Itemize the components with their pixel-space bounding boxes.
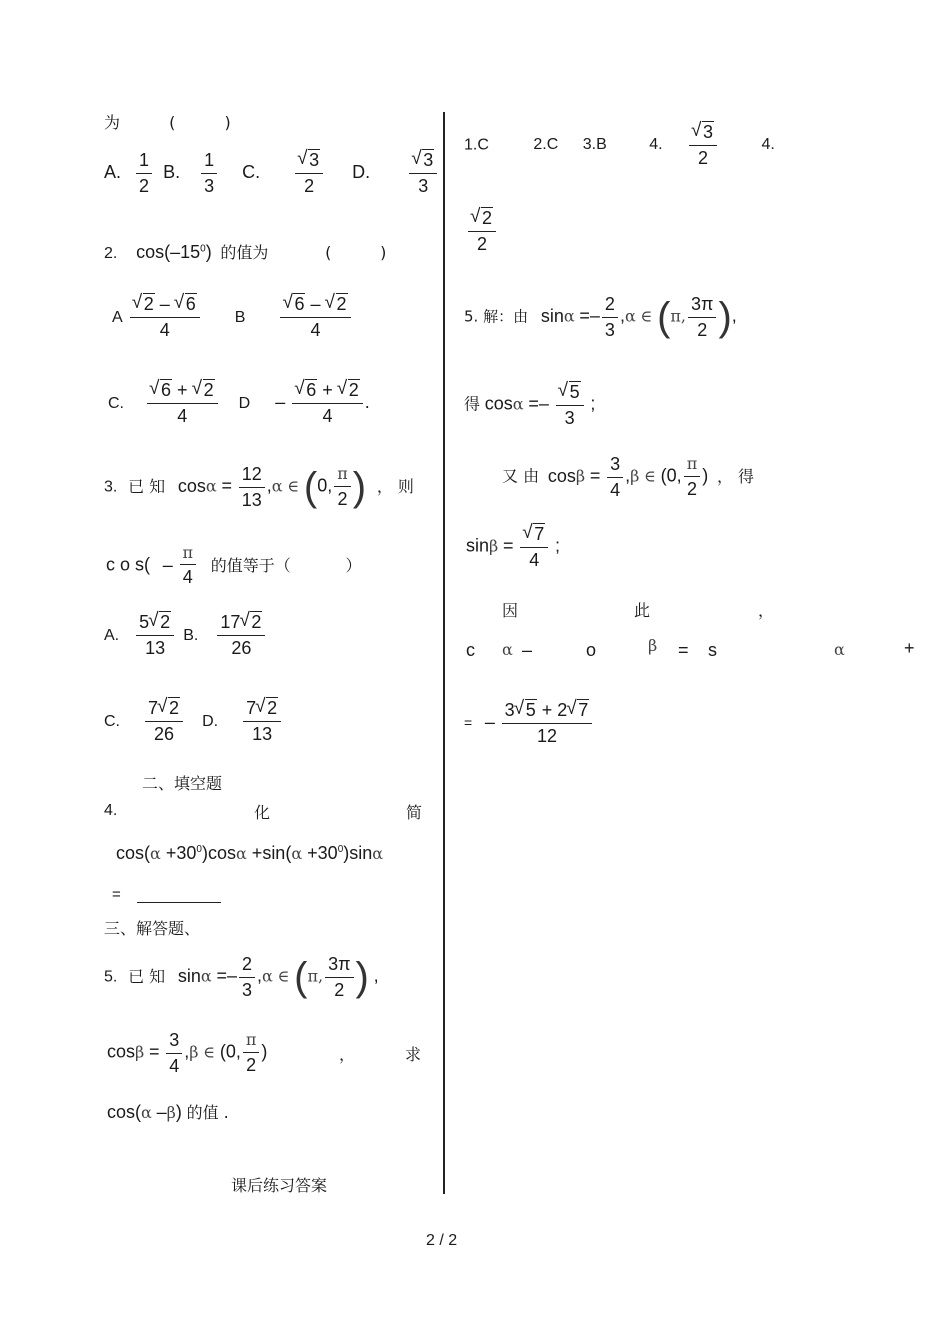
q3-d-label: D. [202, 712, 219, 730]
q5-comma: , [257, 965, 263, 986]
q2-c-label: C. [108, 394, 124, 412]
q2-b-op: – [310, 294, 321, 314]
alpha-symbol: α [624, 306, 636, 326]
section-fill-in-title: 二、填空题 [142, 774, 223, 793]
q3-comma: , [266, 475, 272, 496]
q3-option-a [136, 612, 174, 658]
sol5-sinb-frac [520, 524, 548, 570]
q5-number: 5. [104, 968, 118, 986]
beta-symbol: β [489, 536, 499, 556]
q3-a-den: 13 [145, 637, 166, 658]
q5-two: 2 [334, 979, 345, 1000]
q2-d-den: 4 [322, 405, 333, 426]
sol5-de: 得 [464, 394, 481, 414]
answer-4-frac [689, 122, 717, 168]
sol5-two: 2 [697, 319, 708, 340]
q5-pi2: π [243, 1031, 260, 1052]
q3-line2-close: ） [345, 555, 362, 575]
q2-d-tail: . [364, 391, 370, 412]
q5-line3 [107, 1100, 229, 1123]
sol5-yin: 因 [502, 601, 519, 620]
sol5-comma2: , [625, 465, 631, 486]
sol5-eq5: = [678, 640, 689, 660]
sol5-eq2: = [528, 393, 539, 414]
q1-option-a-label: A. [104, 161, 122, 182]
element-of-symbol: ∈ [287, 476, 300, 496]
q3-two: 2 [337, 488, 348, 509]
q2-c-den: 4 [177, 405, 188, 426]
q2-text: 的值为 [220, 243, 269, 262]
q3-eq: = [221, 475, 232, 496]
q3-c-rad: 2 [169, 698, 180, 718]
answer-2: 2.C [533, 136, 559, 154]
element-of-symbol: ∈ [203, 1042, 216, 1062]
column-divider [443, 112, 445, 1194]
q5-last-minus: – [156, 1102, 167, 1122]
sol5-tail: , [731, 305, 737, 326]
q4-expression [116, 843, 383, 864]
q3-c-num: 7 [148, 698, 159, 718]
answer-1: 1.C [464, 136, 489, 154]
sol5-f-r2: 7 [578, 700, 589, 720]
q1-option-b [201, 150, 217, 196]
beta-symbol: β [630, 466, 640, 486]
q5-frac [239, 954, 255, 1000]
sol5-semi: ; [590, 393, 596, 414]
sol5-final-frac [502, 700, 593, 746]
q1-b-num: 1 [201, 150, 217, 174]
q5-num: 2 [239, 954, 255, 978]
alpha-symbol: α [262, 966, 273, 986]
q2-b-rad2: 2 [336, 294, 347, 314]
q2-option-b [280, 294, 350, 340]
q3-d-den: 13 [252, 723, 273, 744]
sol5-line1: 5. 解：由 sinα =– $\frac{2}{3}$ ,α ∈ (π, $\frac{3\pi}{2}$ ), [464, 294, 737, 340]
q5-last-close: ) [175, 1102, 182, 1122]
q1-b-den: 3 [204, 175, 215, 196]
q5-last-text: 的值 . [186, 1103, 229, 1122]
q3-options-ab [104, 612, 267, 658]
q2-c-rad1: 6 [161, 380, 172, 400]
q3-b-den: 26 [231, 637, 252, 658]
q3-num: 12 [239, 464, 265, 488]
q3-c-label: C. [104, 712, 120, 730]
q3-stem: 3. 已 知 cosα = $\frac{12}{13}$ ,α ∈ (0, $\frac{\pi}{2}$ ) ， 则 [104, 464, 414, 510]
q5-den: 3 [242, 979, 253, 1000]
beta-symbol: β [166, 1103, 176, 1122]
q3-line2-text: 的值等于（ [210, 555, 291, 575]
q3-line2-cos: c o s( [106, 554, 151, 575]
q5-ask: 求 [404, 1045, 421, 1064]
sol5-s: s [708, 640, 717, 660]
sol5-frac [602, 294, 618, 340]
q2-option-a [130, 294, 200, 340]
answer-heading: 课后练习答案 [231, 1176, 328, 1195]
alpha-symbol: α [141, 1103, 152, 1122]
sol5-b-den: 4 [610, 479, 621, 500]
q2-b-den: 4 [310, 319, 321, 340]
q3-option-d [243, 698, 281, 744]
sol5-o: o [586, 640, 597, 660]
q3-d-rad: 2 [267, 698, 278, 718]
q3-option-c [145, 698, 183, 744]
q5-three-pi: 3π [325, 954, 353, 978]
alpha-symbol: α [291, 844, 303, 863]
sol5-den4: 4 [529, 549, 540, 570]
alpha-symbol: α [372, 844, 384, 863]
q2-c-op: + [177, 380, 188, 400]
alpha-symbol: α [205, 476, 217, 496]
sol5-f-den: 12 [536, 725, 557, 746]
sol5-f-op: + [541, 700, 553, 720]
q4-plus30: +30 [165, 843, 197, 863]
sol5-line4 [466, 524, 560, 570]
q5-stem: 5. 已 知 sinα =– $\frac{2}{3}$ ,α ∈ (π, $\frac{3\pi}{2}$ ) , [104, 954, 379, 1000]
q5-close: ) [261, 1041, 268, 1062]
q2-paren-close: ) [380, 243, 387, 262]
alpha-symbol: α [200, 966, 212, 986]
q3-options-cd [104, 698, 283, 744]
q3-pi-den: 4 [182, 567, 193, 588]
sol5-de2: ， 得 [716, 466, 755, 486]
element-of-symbol: ∈ [277, 966, 290, 986]
sol5-cos-frac [556, 382, 584, 428]
q1-option-c-label: C. [242, 161, 261, 182]
q1-d-den: 3 [418, 175, 429, 196]
q3-a-rad: 2 [160, 612, 171, 632]
q1-d-rad: 3 [423, 150, 434, 170]
alpha-symbol: α [150, 844, 161, 863]
sol5-three-pi: 3π [688, 294, 716, 318]
q5-eq2: = [149, 1041, 160, 1062]
sol5-f-n1: 3 [504, 700, 515, 720]
alpha-symbol: α [502, 640, 513, 659]
sol5-num: 2 [602, 294, 618, 318]
q3-interval-frac [334, 465, 351, 509]
q3-pi-over-4 [180, 544, 197, 588]
q2-a-op: – [159, 294, 170, 314]
beta-symbol: β [189, 1042, 199, 1062]
sol5-three-pi-over-two [688, 294, 716, 340]
q3-b-rad: 2 [251, 612, 262, 632]
q2-number: 2. [104, 245, 118, 262]
q5-last-cos: cos( [107, 1102, 142, 1122]
q1-paren-close: ) [224, 113, 231, 132]
q4-degree-b: 0 [337, 844, 344, 855]
sol5-final [464, 700, 594, 746]
element-of-symbol: ∈ [640, 306, 653, 326]
q5-interval: (0, [219, 1041, 241, 1062]
sol5-eq4: = [503, 535, 514, 556]
sol5-minus3: – [522, 640, 533, 660]
q4-answer-line [112, 886, 221, 903]
q3-line2 [106, 544, 362, 588]
q3-a-label: A. [104, 626, 120, 644]
sol5-den: 3 [604, 319, 615, 340]
q4-end: )sin [343, 843, 373, 863]
q5-two2: 2 [246, 1054, 257, 1075]
sol5-pi: π, [670, 306, 687, 326]
beta-symbol: β [575, 466, 586, 486]
q2-d-label: D [238, 394, 251, 412]
sol5-cos-beta: cos [547, 465, 576, 486]
q3-pi-num: π [180, 544, 197, 565]
q5-comma2: , [184, 1041, 190, 1062]
sol5-eq3: = [589, 465, 601, 486]
q5-tail: , [373, 965, 379, 986]
answer-4-rad: 3 [702, 122, 713, 142]
sol5-line3 [502, 454, 754, 500]
q2-close: ) [205, 242, 212, 262]
sol5-b-num: 3 [607, 454, 623, 478]
q2-a-rad2: 6 [185, 294, 196, 314]
q1-options [104, 150, 439, 196]
q5-b-num: 3 [166, 1030, 182, 1054]
q3-pi: π [334, 465, 351, 486]
q5-sin: sin [177, 965, 201, 986]
q1-tail-text: 为 [104, 113, 121, 132]
element-of-symbol: ∈ [644, 466, 656, 486]
q3-known: 已 知 [128, 476, 166, 496]
alpha-symbol: α [834, 640, 845, 659]
alpha-symbol: α [563, 306, 575, 326]
answer-4b-rad: 2 [482, 208, 493, 228]
answer-4-den: 2 [697, 147, 708, 168]
sol5-plus: + [904, 638, 915, 658]
q4-jian: 简 [405, 803, 422, 822]
section-solve-title: 三、解答题、 [104, 919, 201, 938]
sol5-rad7: 7 [534, 524, 545, 544]
q2-expr: cos(–15 [136, 242, 201, 262]
q5-comma3: ， [339, 1045, 356, 1064]
q4-stem [104, 800, 426, 820]
q1-option-b-label: B. [163, 161, 181, 182]
answers-row1 [464, 122, 775, 168]
q5-minus: – [226, 965, 237, 986]
q1-option-d-label: D. [352, 161, 371, 182]
q5-line2 [107, 1030, 425, 1076]
q3-a-num: 5 [139, 612, 150, 632]
q5-three-pi-over-two [325, 954, 353, 1000]
q2-c-rad2: 2 [203, 380, 214, 400]
q4-answer-blank[interactable] [137, 902, 221, 903]
answer-4b-frac [468, 208, 496, 254]
q2-b-rad1: 6 [294, 294, 305, 314]
q3-frac [239, 464, 265, 510]
q4-hua: 化 [254, 803, 271, 822]
q5-beta-frac [166, 1030, 182, 1076]
q4-cos: cos( [116, 843, 151, 863]
sol5-ci: 此 [634, 601, 651, 620]
q4-eq: = [112, 886, 121, 903]
q2-options-cd [108, 380, 370, 426]
q3-b-label: B. [183, 626, 199, 644]
q1-tail [104, 110, 231, 133]
sol5-prefix: 5. 解：由 [464, 307, 529, 326]
q2-b-label: B [234, 308, 246, 326]
q2-a-label: A [112, 308, 123, 326]
q3-line2-minus: – [162, 554, 173, 575]
alpha-symbol: α [271, 476, 283, 496]
sol5-den3: 3 [564, 407, 575, 428]
q5-pi-over-2 [243, 1031, 260, 1075]
q4-plus30-b: +30 [307, 843, 338, 863]
q4-number: 4. [104, 802, 118, 819]
q3-b-num: 17 [220, 612, 241, 632]
q4-sin: sin( [262, 843, 292, 863]
q4-mid: )cos [201, 843, 236, 863]
answer-4: 4. [649, 136, 663, 154]
q5-cos: cos [107, 1041, 136, 1062]
sol5-eq: = [579, 305, 590, 326]
q3-den: 13 [241, 489, 262, 510]
q3-interval-start: 0, [317, 475, 333, 496]
q2-option-d [292, 380, 363, 426]
sol5-therefore [502, 598, 774, 621]
sol5-pi-over-2 [684, 455, 701, 499]
q1-option-c [295, 150, 323, 196]
page-number: 2 / 2 [426, 1232, 458, 1249]
q2-d-sign: – [275, 391, 286, 412]
answer-4b: 4. [761, 136, 775, 154]
q3-d-num: 7 [246, 698, 257, 718]
sol5-semi2: ; [555, 535, 561, 556]
sol5-f-r1: 5 [525, 700, 536, 720]
q2-stem [104, 240, 386, 263]
q1-c-rad: 3 [309, 150, 320, 170]
q5-eq: = [216, 965, 227, 986]
q3-then: ， 则 [376, 476, 414, 496]
beta-symbol: β [648, 636, 658, 655]
q4-plus: + [251, 843, 263, 863]
q5-known: 已 知 [128, 966, 166, 986]
q1-a-num: 1 [136, 150, 152, 174]
sol5-sin: sin [540, 305, 564, 326]
beta-symbol: β [135, 1042, 145, 1062]
answer-3: 3.B [582, 136, 607, 154]
sol5-pi2: π [684, 455, 701, 476]
sol5-c: c [466, 640, 475, 660]
sol5-f-n2: 2 [557, 700, 568, 720]
q1-option-d [409, 150, 437, 196]
sol5-cos: cos [484, 393, 513, 414]
sol5-minus2: – [538, 393, 549, 414]
q2-options-ab [112, 294, 353, 340]
answers-row2 [466, 208, 498, 254]
sol5-expansion [466, 636, 920, 661]
sol5-final-minus: – [484, 711, 495, 732]
q3-number: 3. [104, 478, 118, 496]
sol5-rad5: 5 [569, 382, 580, 402]
q2-a-rad1: 2 [143, 294, 154, 314]
q2-a-den: 4 [159, 319, 170, 340]
q1-a-den: 2 [139, 175, 150, 196]
q2-option-c [147, 380, 218, 426]
q2-d-op: + [322, 380, 333, 400]
sol5-two2: 2 [686, 478, 697, 499]
q1-option-a [136, 150, 152, 196]
sol5-minus: – [589, 305, 600, 326]
alpha-symbol: α [512, 394, 524, 414]
q4-degree: 0 [196, 844, 202, 855]
sol5-cosb-frac [607, 454, 623, 500]
sol5-line2 [464, 382, 595, 428]
q3-c-den: 26 [154, 723, 175, 744]
alpha-symbol: α [235, 844, 247, 863]
q5-pi: π, [307, 966, 324, 986]
sol5-close: ) [702, 465, 709, 486]
sol5-comma-w: ， [757, 601, 774, 620]
q2-d-rad1: 6 [306, 380, 317, 400]
q1-paren-open: ( [169, 113, 176, 132]
q5-b-den: 4 [169, 1055, 180, 1076]
q3-cos: cos [177, 475, 206, 496]
q2-d-rad2: 2 [348, 380, 359, 400]
sol5-you: 又 由 [502, 466, 540, 486]
q2-degree: 0 [200, 243, 206, 255]
sol5-comma: , [619, 305, 625, 326]
answer-4b-den: 2 [477, 233, 488, 254]
q2-paren-open: ( [325, 243, 332, 262]
sol5-interval: (0, [660, 465, 682, 486]
q3-option-b [217, 612, 265, 658]
q1-c-den: 2 [304, 175, 315, 196]
sol5-final-eq: = [464, 714, 473, 731]
sol5-sin-beta: sin [466, 535, 490, 556]
